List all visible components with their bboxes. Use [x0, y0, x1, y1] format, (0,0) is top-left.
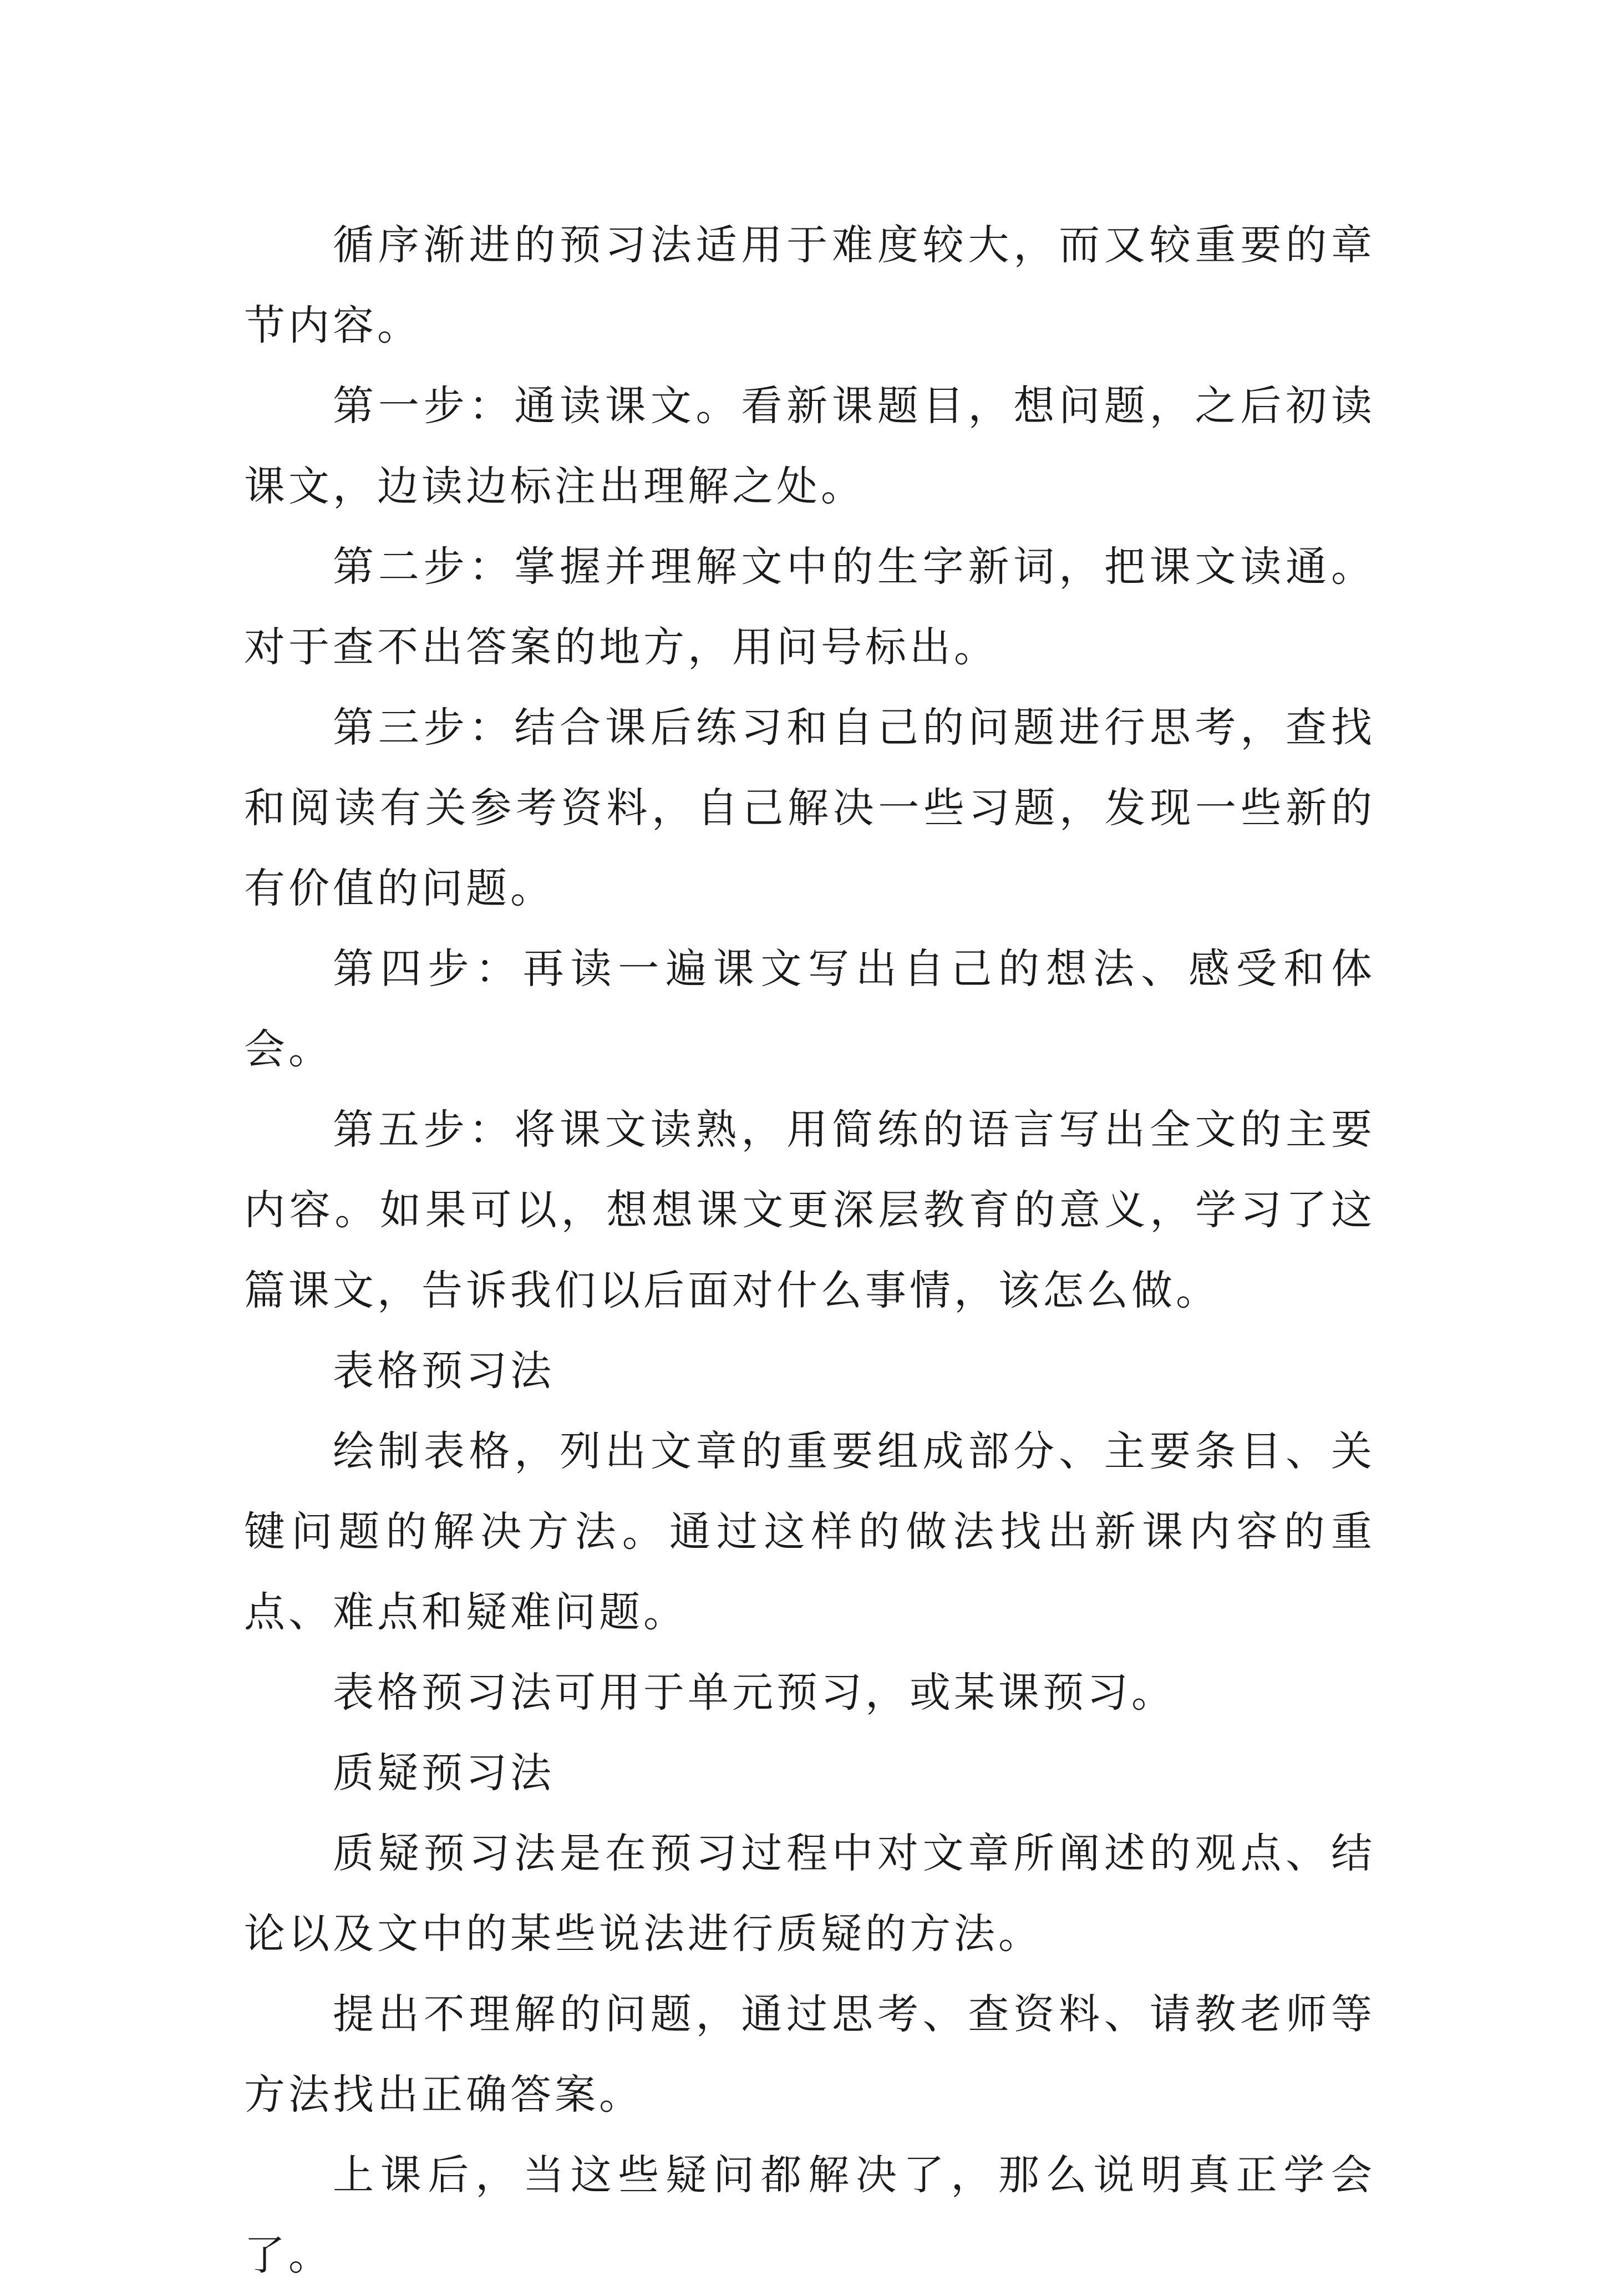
section-heading-table-method: 表格预习法 [333, 1347, 555, 1395]
paragraph-step-4: 第四步：再读一遍课文写出自己的想法、感受和体会。 [244, 945, 1375, 1073]
paragraph-question-method-result: 上课后，当这些疑问都解决了，那么说明真正学会了。 [244, 2151, 1375, 2279]
document-body [244, 205, 1375, 2296]
paragraph-step-1: 第一步：通读课文。看新课题目，想问题，之后初读课文，边读边标注出理解之处。 [244, 382, 1375, 510]
paragraph-step-2: 第二步：掌握并理解文中的生字新词，把课文读通。对于查不出答案的地方，用问号标出。 [244, 543, 1375, 671]
paragraph-question-method-desc: 质疑预习法是在预习过程中对文章所阐述的观点、结论以及文中的某些说法进行质疑的方法。 [244, 1830, 1375, 1958]
paragraph-step-5: 第五步：将课文读熟，用简练的语言写出全文的主要内容。如果可以，想想课文更深层教育的意义，学习了这篇课文，告诉我们以后面对什么事情，该怎么做。 [244, 1106, 1375, 1314]
paragraph-intro: 循序渐进的预习法适用于难度较大，而又较重要的章节内容。 [244, 221, 1375, 349]
paragraph-question-method-steps: 提出不理解的问题，通过思考、查资料、请教老师等方法找出正确答案。 [244, 1990, 1375, 2119]
paragraph-table-method-usage: 表格预习法可用于单元预习，或某课预习。 [333, 1669, 1176, 1716]
section-heading-question-method: 质疑预习法 [333, 1749, 555, 1797]
paragraph-table-method-desc: 绘制表格，列出文章的重要组成部分、主要条目、关键问题的解决方法。通过这样的做法找出新课内容的重点、难点和疑难问题。 [244, 1428, 1375, 1636]
paragraph-step-3: 第三步：结合课后练习和自己的问题进行思考，查找和阅读有关参考资料，自己解决一些习题，发现一些新的有价值的问题。 [244, 704, 1375, 912]
